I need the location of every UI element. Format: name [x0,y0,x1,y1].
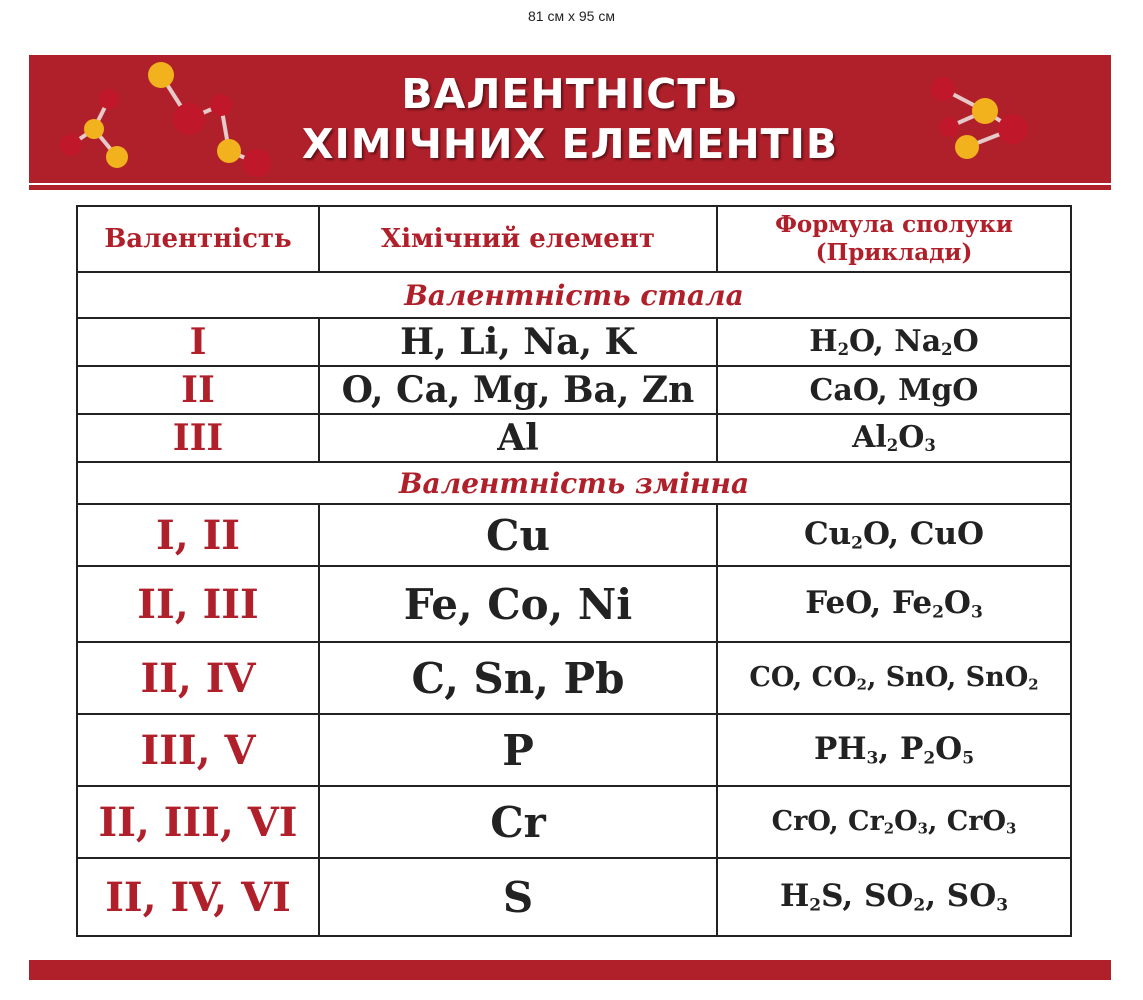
table-row [77,504,1071,566]
formula-cell: CO, $CO_2$, SnO, SnO$_2$ [717,642,1071,714]
formula-subscript: 5 [962,748,975,769]
formula-subscript: 3 [866,748,879,769]
header-valence: Валентність [77,206,319,272]
section-row-variable [77,462,1071,504]
formula-subscript: 2 [932,602,944,623]
constant-rows [77,318,1071,462]
formula-cell: $H_2O$, $Na_2O$ [717,318,1071,366]
element-cell: P [319,714,717,786]
poster [29,55,1111,980]
formula-cell: CrO, $Cr_2O_3$, CrO$_3$ [717,786,1071,858]
formula-subscript: 2 [856,675,867,694]
section-row-constant [77,272,1071,318]
table-row [77,858,1071,936]
table-row [77,566,1071,642]
element-cell: Fe, Co, Ni [319,566,717,642]
table-row [77,714,1071,786]
formula-subscript: 2 [941,340,953,360]
element-cell: Cu [319,504,717,566]
element-cell: Al [319,414,717,462]
banner-divider [29,185,1111,190]
formula-subscript: 3 [924,436,936,456]
valence-cell: III [77,414,319,462]
valence-cell: II, IV, VI [77,858,319,936]
formula-subscript: 2 [913,895,926,916]
formula-subscript: 2 [837,340,850,360]
element-cell: H, Li, Na, K [319,318,717,366]
header-element: Хімічний елемент [319,206,717,272]
table-row [77,366,1071,414]
valence-table [76,205,1072,937]
title-banner [29,55,1111,183]
formula-cell: FeO, $Fe_2O_3$ [717,566,1071,642]
valence-cell: II [77,366,319,414]
header-row [77,206,1071,272]
size-note: 81 см x 95 см [528,8,615,24]
formula-subscript: 2 [886,436,899,456]
table-row [77,318,1071,366]
formula-subscript: 2 [1028,675,1039,694]
formula-cell: $PH_3$, $P_2O_5$ [717,714,1071,786]
element-cell: O, Ca, Mg, Ba, Zn [319,366,717,414]
formula-cell: CaO, MgO [717,366,1071,414]
element-cell: S [319,858,717,936]
formula-cell: $Cu_2O$, CuO [717,504,1071,566]
formula-subscript: 2 [883,819,895,838]
formula-subscript: 3 [996,895,1009,916]
element-cell: Cr [319,786,717,858]
header-formula [717,206,1071,272]
table-row [77,414,1071,462]
valence-cell: I [77,318,319,366]
table-row [77,786,1071,858]
section-title-constant: Валентність стала [77,272,1071,318]
section-title-variable: Валентність змінна [77,462,1071,504]
title-line-2: ХІМІЧНИХ ЕЛЕМЕНТІВ [301,120,839,168]
formula-subscript: 3 [1006,819,1017,838]
element-cell: C, Sn, Pb [319,642,717,714]
formula-cell: $H_2S$, $SO_2$, $SO_3$ [717,858,1071,936]
header-formula-line-2: (Приклади) [815,239,973,266]
bottom-bar [29,960,1111,980]
formula-cell: $Al_2O_3$ [717,414,1071,462]
formula-subscript: 3 [917,819,928,838]
valence-cell: III, V [77,714,319,786]
table-row [77,642,1071,714]
valence-cell: II, IV [77,642,319,714]
formula-subscript: 2 [923,748,936,769]
valence-cell: II, III [77,566,319,642]
title-line-1: ВАЛЕНТНІСТЬ [401,70,739,118]
formula-subscript: 2 [809,895,822,916]
valence-cell: I, II [77,504,319,566]
valence-cell: II, III, VI [77,786,319,858]
formula-subscript: 3 [970,602,983,623]
formula-subscript: 2 [851,533,864,554]
page-title [29,69,1111,169]
header-formula-line-1: Формула сполуки [775,211,1013,238]
variable-rows [77,504,1071,936]
